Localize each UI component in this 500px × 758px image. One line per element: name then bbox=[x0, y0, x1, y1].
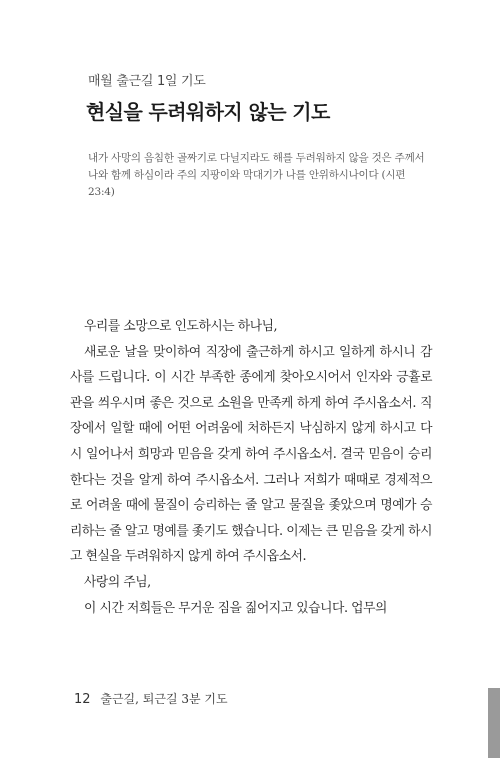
scripture-verse: 내가 사망의 음침한 골짜기로 다닐지라도 해를 두려워하지 않을 것은 주께서 나와 함께 하심이라 주의 지팡이와 막대기가 나를 안위하시나이다 (시편 23:4) bbox=[88, 152, 425, 198]
prayer-body bbox=[70, 314, 432, 621]
running-book-title: 출근길, 퇴근길 3분 기도 bbox=[100, 692, 228, 706]
paragraph: 이 시간 저희들은 무거운 짐을 짊어지고 있습니다. 업무의 bbox=[84, 600, 387, 616]
paragraph: 우리를 소망으로 인도하시는 하나님, bbox=[84, 319, 278, 334]
page-title: 현실을 두려워하지 않는 기도 bbox=[86, 100, 330, 124]
page-footer bbox=[74, 690, 228, 707]
edge-thumb-tab bbox=[488, 688, 500, 758]
chapter-subtitle: 매월 출근길 1일 기도 bbox=[88, 74, 206, 89]
page-number: 12 bbox=[74, 692, 91, 707]
paragraph: 새로운 날을 맞이하여 직장에 출근하게 하시고 일하게 하시니 감사를 드립니다. 이 시간 부족한 종에게 찾아오시어서 인자와 긍휼로 관을 씌우시며 좋은 것으로 소원을 만족케 하게 하여 주시옵소서. 직장에서 일할 때에 어떤 어려움에 처하든지 낙심하지 않게 하시고 다시 일어나서 희망과 믿음을 갖게 하여 주시옵소서. 결국 믿음이 승리 한다는 것을 알게 하여 주시옵소서. 그러나 저희가 때때로 경제적으로 어려울 때에 물질이 승리하는 줄 알고 물질을 좇았으며 명예가 승리하는 줄 알고 명예를 좇기도 했습니다. 이제는 큰 믿음을 갖게 하시고 현실을 두려워하지 않게 하여 주시옵소서. bbox=[70, 344, 432, 565]
paragraph: 사랑의 주님, bbox=[84, 574, 151, 590]
